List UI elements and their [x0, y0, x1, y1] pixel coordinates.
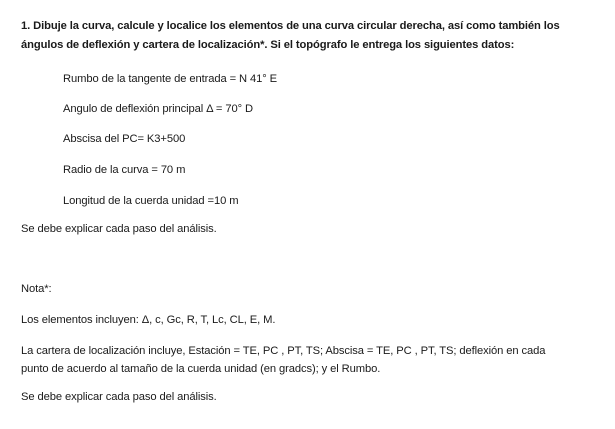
data-item-cuerda: Longitud de la cuerda unidad =10 m	[63, 195, 239, 207]
data-item-radio: Radio de la curva = 70 m	[63, 164, 186, 176]
note-label: Nota*:	[21, 283, 52, 295]
data-item-abscisa: Abscisa del PC= K3+500	[63, 133, 186, 145]
note-cartera-line-1: La cartera de localización incluye, Estación = TE, PC , PT, TS; Abscisa = TE, PC , PT, TS; deflexión en cada	[21, 345, 546, 357]
note-cartera-line-2: punto de acuerdo al tamaño de la cuerda unidad (en gradcs); y el Rumbo.	[21, 363, 381, 375]
note-elements: Los elementos incluyen: Δ, c, Gc, R, T, Lc, CL, E, M.	[21, 314, 276, 326]
problem-title-line-1: 1. Dibuje la curva, calcule y localice los elementos de una curva circular derecha, así como también los	[21, 20, 560, 32]
instruction-text-final: Se debe explicar cada paso del análisis.	[21, 391, 217, 403]
instruction-text: Se debe explicar cada paso del análisis.	[21, 223, 217, 235]
data-item-deflexion: Angulo de deflexión principal Δ = 70° D	[63, 103, 253, 115]
data-item-rumbo: Rumbo de la tangente de entrada = N 41° E	[63, 73, 278, 85]
problem-title-line-2: ángulos de deflexión y cartera de localización*. Si el topógrafo le entrega los siguientes datos:	[21, 39, 515, 51]
